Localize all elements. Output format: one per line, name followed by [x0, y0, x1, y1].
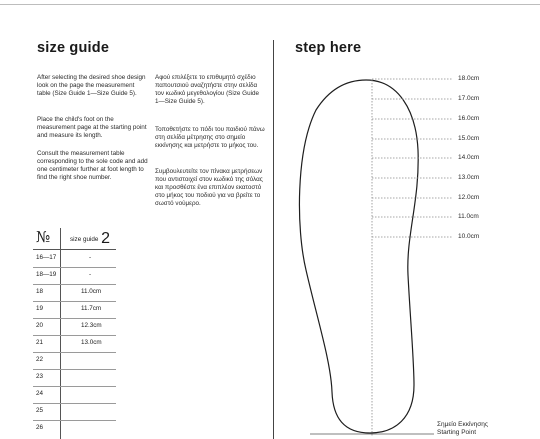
row-value: -	[89, 254, 92, 261]
row-size: 26	[36, 424, 44, 431]
tick-label: 13.0cm	[458, 174, 480, 181]
gr-paragraph-1: Αφού επιλέξετε το επιθυμητό σχέδιο παπουτσιού αναζητήστε στην σελίδα τον κωδικό μεγεθολογίου (Size Guide 1—Size Guide 5).	[155, 74, 259, 106]
row-value: -	[89, 271, 92, 278]
en-paragraph-1: After selecting the desired shoe design look on the page the measurement table (Size Guide 1—Size Guide 5).	[37, 74, 146, 98]
tick-label: 18.0cm	[458, 75, 480, 82]
foot-outline	[299, 80, 418, 433]
row-size: 19	[36, 305, 44, 312]
row-value: 11.7cm	[81, 305, 102, 312]
row-value: 11.0cm	[81, 288, 102, 295]
row-size: 18—19	[36, 271, 57, 278]
gr-paragraph-3: Συμβουλευτείτε τον πίνακα μετρήσεων που αντιστοιχεί στον κωδικό της σόλας και προσθέστε ένα επιπλέον εκατοστό στο μήκος του ποδιού για να βρείτε το σωστό νούμερο.	[155, 168, 263, 208]
tick-label: 17.0cm	[458, 95, 480, 102]
starting-point-label-en: Starting Point	[437, 429, 477, 436]
tick-label: 14.0cm	[458, 154, 480, 161]
tick-label: 11.0cm	[458, 213, 479, 220]
en-paragraph-2: Place the child's foot on the measurement page at the starting point and measure its length.	[37, 116, 147, 140]
size-guide-header-label: size guide	[70, 236, 99, 243]
row-size: 16—17	[36, 254, 57, 261]
tick-label: 16.0cm	[458, 115, 480, 122]
row-size: 25	[36, 407, 44, 414]
row-size: 20	[36, 322, 44, 329]
tick-label: 10.0cm	[458, 233, 480, 240]
en-paragraph-3: Consult the measurement table corresponding to the sole code and add one centimeter further at foot length to find the right shoe number.	[37, 150, 148, 182]
tick-label: 12.0cm	[458, 194, 480, 201]
row-value: 12.3cm	[81, 322, 102, 329]
row-size: 22	[36, 356, 44, 363]
gr-paragraph-2: Τοποθετήστε το πόδι του παιδιού πάνω στη σελίδα μέτρησης στο σημείο εκκίνησης και μετρήστε το μήκος του.	[155, 126, 265, 150]
starting-point-label-gr: Σημείο Εκκίνησης	[437, 421, 489, 428]
tick-label: 15.0cm	[458, 135, 480, 142]
size-guide-header-number: 2	[101, 230, 111, 247]
row-size: 18	[36, 288, 44, 295]
row-size: 21	[36, 339, 44, 346]
step-here-title: step here	[295, 40, 362, 56]
row-size: 24	[36, 390, 44, 397]
row-size: 23	[36, 373, 44, 380]
size-guide-title: size guide	[37, 40, 110, 56]
number-symbol: №	[36, 228, 51, 246]
row-value: 13.0cm	[81, 339, 102, 346]
